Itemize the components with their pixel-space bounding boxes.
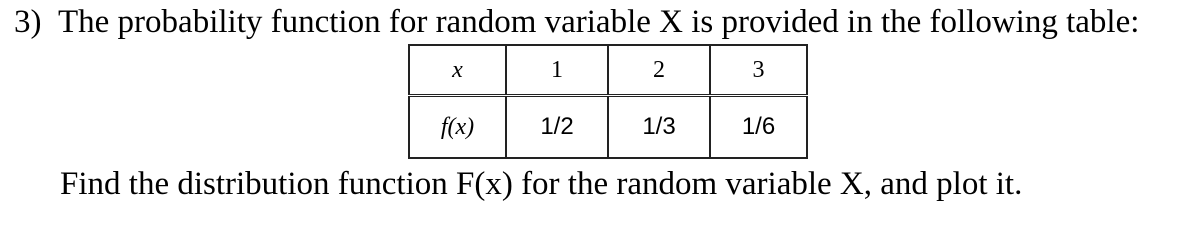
row-x-label: x: [409, 45, 506, 96]
table-row-fx: [409, 96, 807, 159]
fx-value-2: 1/3: [608, 96, 710, 159]
row-fx-label: f(x): [409, 96, 506, 159]
x-value-3: 3: [710, 45, 807, 96]
table-row-x: [409, 45, 807, 96]
x-value-2: 2: [608, 45, 710, 96]
fx-value-1: 1/2: [506, 96, 608, 159]
probability-table-container: [408, 44, 808, 159]
fx-value-3: 1/6: [710, 96, 807, 159]
x-value-1: 1: [506, 45, 608, 96]
question-line: [14, 0, 1139, 44]
question-prompt: The probability function for random variable X is provided in the following table:: [58, 4, 1140, 40]
probability-table: [408, 44, 808, 159]
instruction-text: Find the distribution function F(x) for the random variable X, and plot it.: [60, 166, 1023, 202]
question-number: 3): [14, 4, 42, 40]
